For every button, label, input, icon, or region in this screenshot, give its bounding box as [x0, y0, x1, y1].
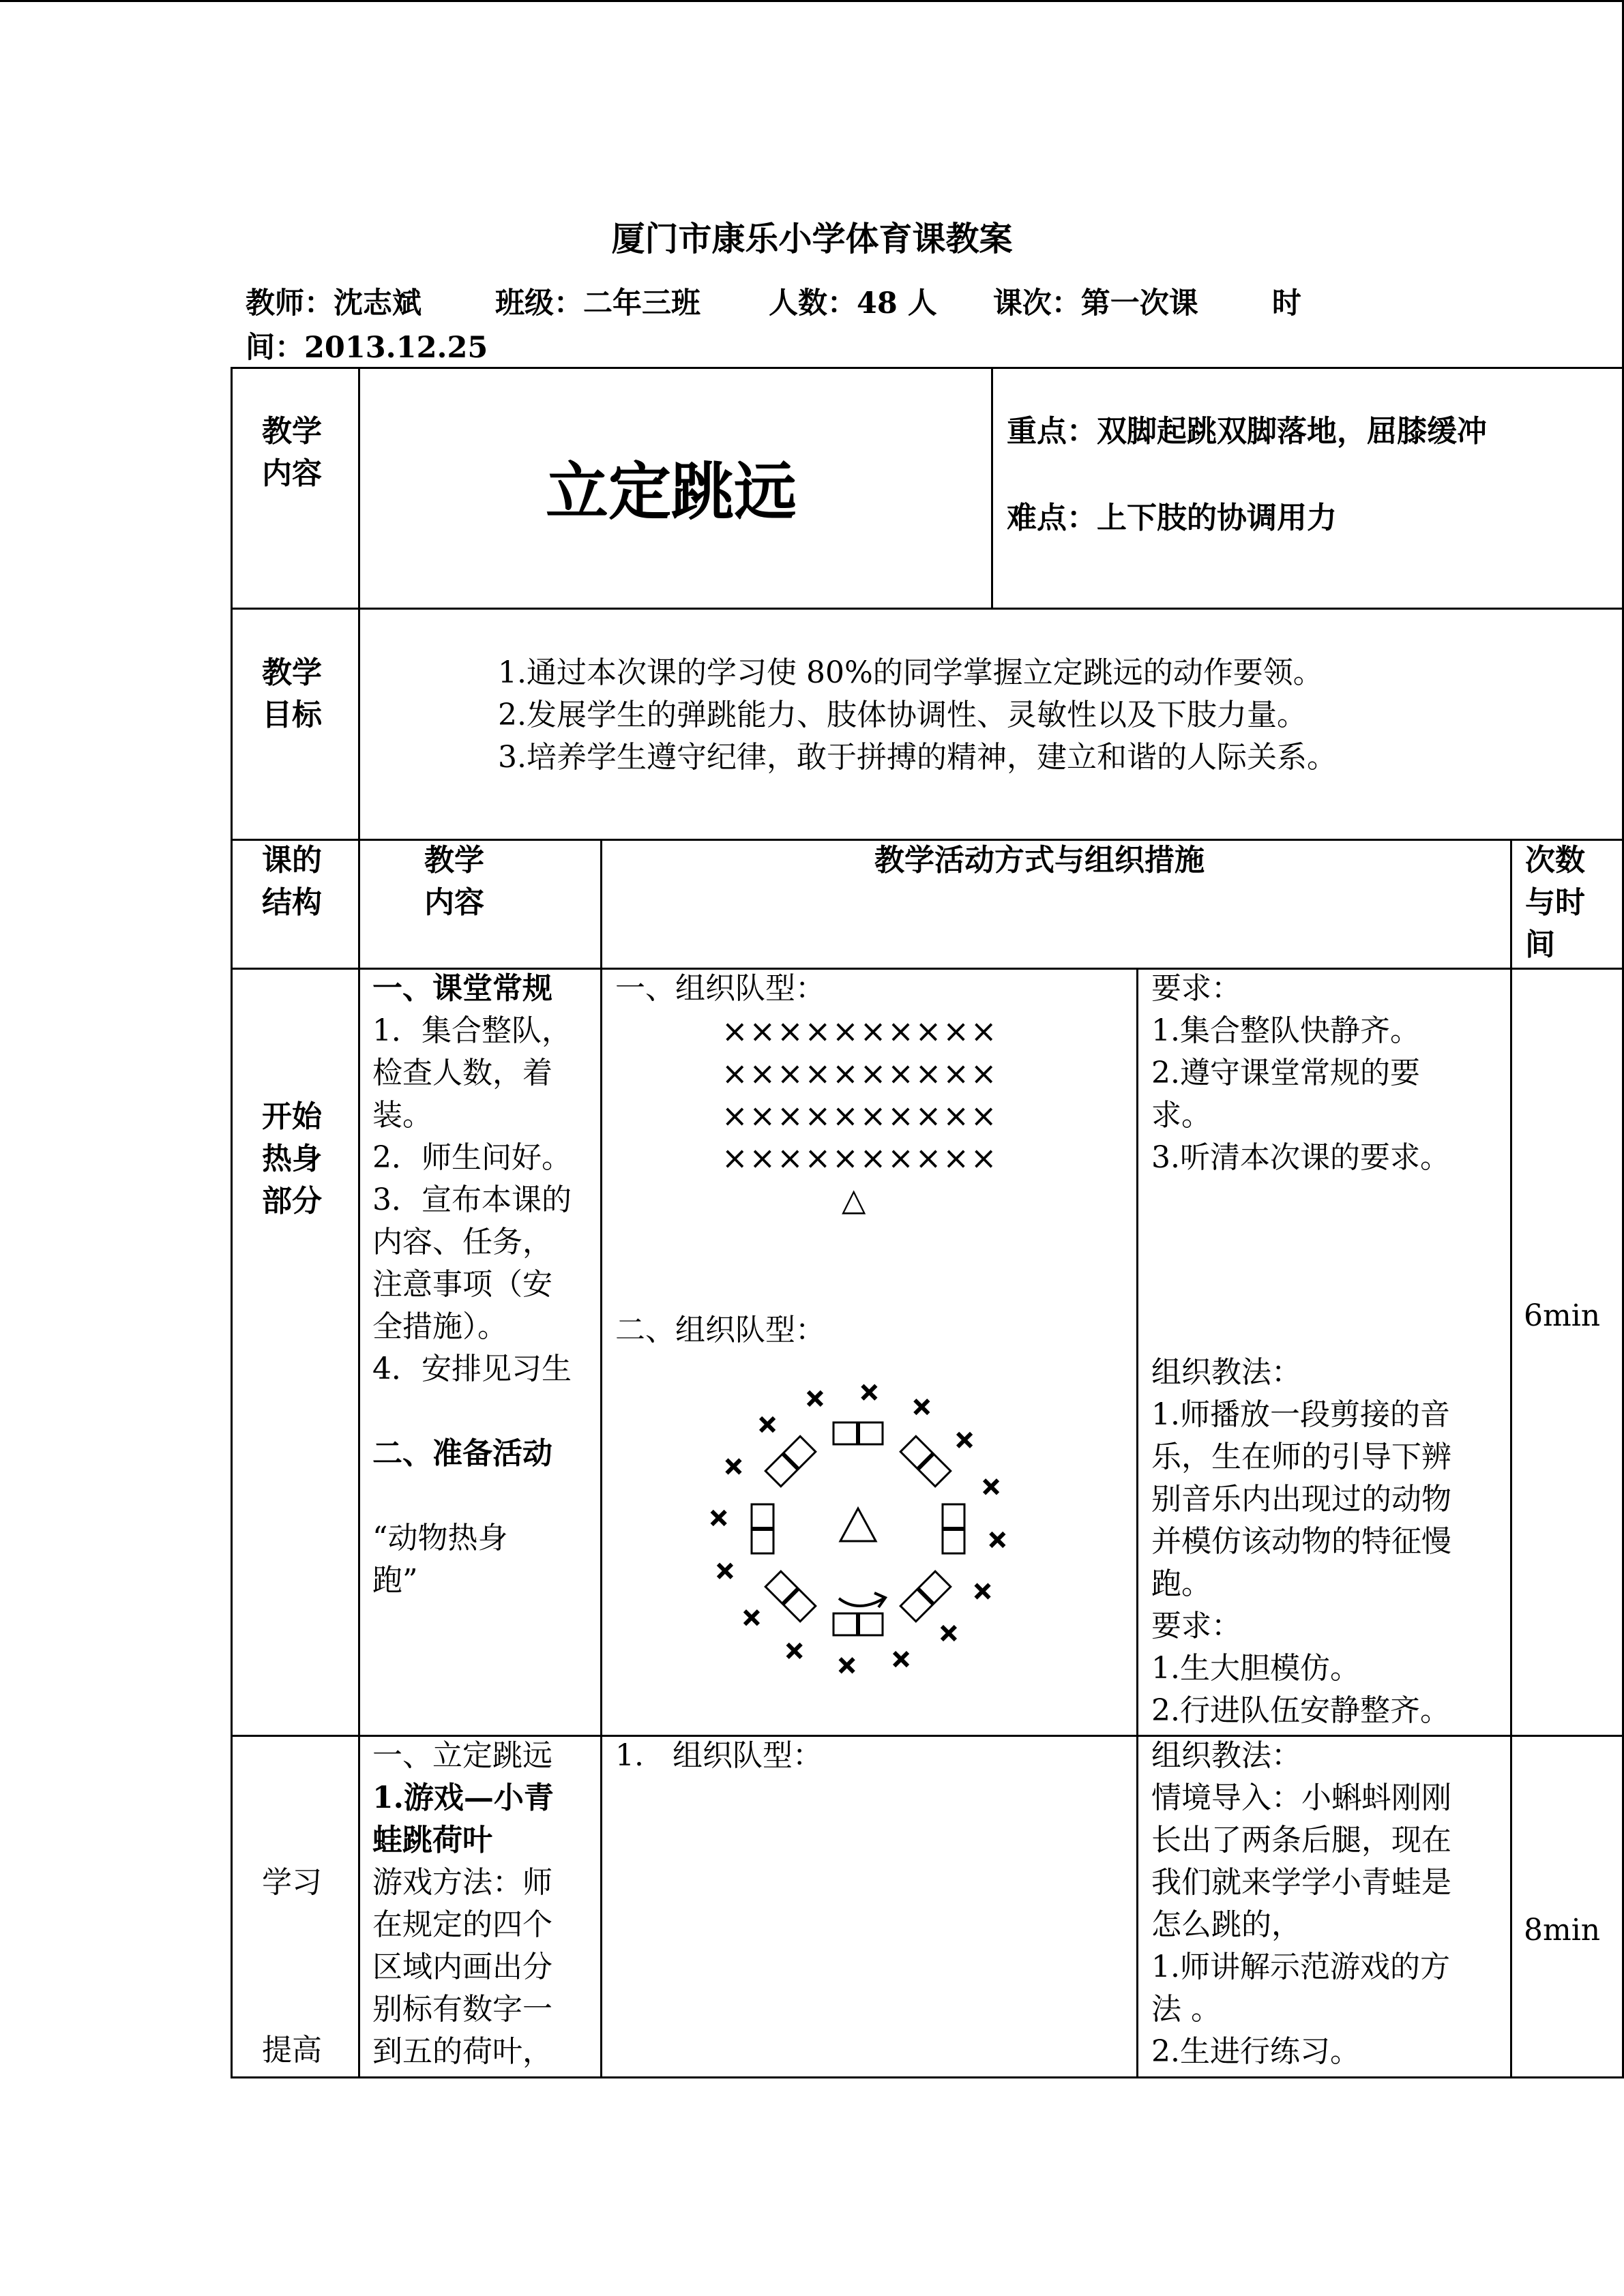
- study-formation-label: 1. 组织队型：: [615, 1738, 823, 1773]
- mat-icon: [833, 1422, 883, 1444]
- student-x-icon: [726, 1460, 740, 1474]
- mat-icon: [900, 1436, 951, 1487]
- content-row-label: 教学 内容: [262, 414, 322, 491]
- student-x-icon: [976, 1584, 990, 1598]
- warmup-content: 一、课堂常规 1．集合整队， 检查人数，着 装。 2．师生问好。 3．宣布本课的 内容、任务， 注意事项（安 全措施）。 4．安排见习生 二、准备活动 “动物热身 跑”: [372, 971, 572, 1598]
- meta-time-value: 间：2013.12.25: [246, 331, 488, 365]
- student-x-icon: [840, 1658, 854, 1672]
- formation-row: ××××××××××: [722, 1139, 999, 1176]
- formation2-label: 二、组织队型：: [615, 1313, 825, 1347]
- header-content: 教学 内容: [424, 843, 484, 920]
- page-title: 厦门市康乐小学体育课教案: [611, 219, 1013, 258]
- mat-icon: [943, 1504, 964, 1553]
- student-x-icon: [745, 1611, 758, 1624]
- mat-icon: [752, 1504, 773, 1553]
- mat-icon: [765, 1571, 816, 1622]
- study-method: 组织教法： 情境导入：小蝌蚪刚刚 长出了两条后腿，现在 我们就来学学小青蛙是 怎么跳的， 1.师讲解示范游戏的方 法 。 2.生进行练习。: [1151, 1738, 1451, 2069]
- study-time: 8min: [1524, 1913, 1601, 1948]
- student-x-icon: [990, 1533, 1004, 1547]
- goal-row-label: 教学 目标: [262, 655, 322, 732]
- header-structure: 课的 结构: [262, 843, 322, 920]
- formation-row: ××××××××××: [722, 1055, 999, 1092]
- header-times: 次数 与时 间: [1525, 843, 1585, 962]
- warmup-time: 6min: [1524, 1298, 1601, 1333]
- student-x-icon: [958, 1433, 971, 1447]
- study-content: 一、立定跳远 1.游戏—小青 蛙跳荷叶 游戏方法：师 在规定的四个 区域内画出分 别标有数字一 到五的荷叶，: [372, 1738, 554, 2069]
- circle-formation: [712, 1386, 1005, 1673]
- formation-row: ××××××××××: [722, 1097, 999, 1134]
- study-section-label-1: 学习: [262, 1865, 322, 1900]
- meta-lesson: 课次：第一次课: [992, 286, 1198, 320]
- student-x-icon: [808, 1392, 822, 1405]
- student-x-icon: [894, 1652, 908, 1666]
- goal-item: 2.发展学生的弹跳能力、肢体协调性、灵敏性以及下肢力量。: [498, 698, 1307, 732]
- teacher-triangle-icon: [840, 1508, 876, 1541]
- mat-icon: [833, 1613, 883, 1635]
- study-section-label-2: 提高: [262, 2033, 322, 2068]
- key-point: 重点：双脚起跳双脚落地，屈膝缓冲: [1007, 414, 1487, 449]
- lesson-meta: [246, 282, 1446, 370]
- meta-time-label: 时: [1271, 286, 1301, 320]
- direction-arrow-icon: [839, 1593, 885, 1607]
- student-x-icon: [862, 1386, 876, 1399]
- warmup-method: 组织教法： 1.师播放一段剪接的音 乐，生在师的引导下辨 别音乐内出现过的动物 并模仿该动物的特征慢 跑。 要求： 1.生大胆模仿。 2.行进队伍安静整齐。: [1151, 1355, 1451, 1728]
- student-x-icon: [915, 1400, 928, 1414]
- meta-count: 人数：48 人: [769, 286, 937, 320]
- student-x-icon: [788, 1644, 801, 1658]
- student-x-icon: [718, 1564, 732, 1578]
- mat-icon: [765, 1436, 816, 1487]
- student-x-icon: [984, 1480, 998, 1493]
- warmup-requirements: 要求： 1.集合整队快静齐。 2.遵守课堂常规的要 求。 3.听清本次课的要求。: [1151, 971, 1450, 1175]
- student-x-icon: [761, 1418, 774, 1431]
- formation-row: ××××××××××: [722, 1013, 999, 1049]
- difficulty-point: 难点：上下肢的协调用力: [1007, 501, 1337, 535]
- teacher-triangle-icon: △: [842, 1181, 868, 1218]
- formation1-label: 一、组织队型：: [615, 971, 825, 1006]
- page-top-border: [0, 0, 1624, 2]
- meta-class: 班级：二年三班: [495, 286, 700, 320]
- lesson-plan-table: [231, 367, 1624, 2078]
- student-x-icon: [712, 1511, 726, 1525]
- lesson-topic: 立定跳远: [546, 455, 797, 528]
- goal-item: 1.通过本次课的学习使 80%的同学掌握立定跳远的动作要领。: [498, 655, 1323, 690]
- header-activity: 教学活动方式与组织措施: [874, 843, 1205, 878]
- meta-teacher: 教师：沈志斌: [246, 286, 422, 320]
- warmup-section-label: 开始 热身 部分: [262, 1099, 322, 1219]
- goal-item: 3.培养学生遵守纪律，敢于拼搏的精神，建立和谐的人际关系。: [498, 740, 1337, 775]
- student-x-icon: [942, 1626, 956, 1640]
- mat-icon: [900, 1571, 951, 1622]
